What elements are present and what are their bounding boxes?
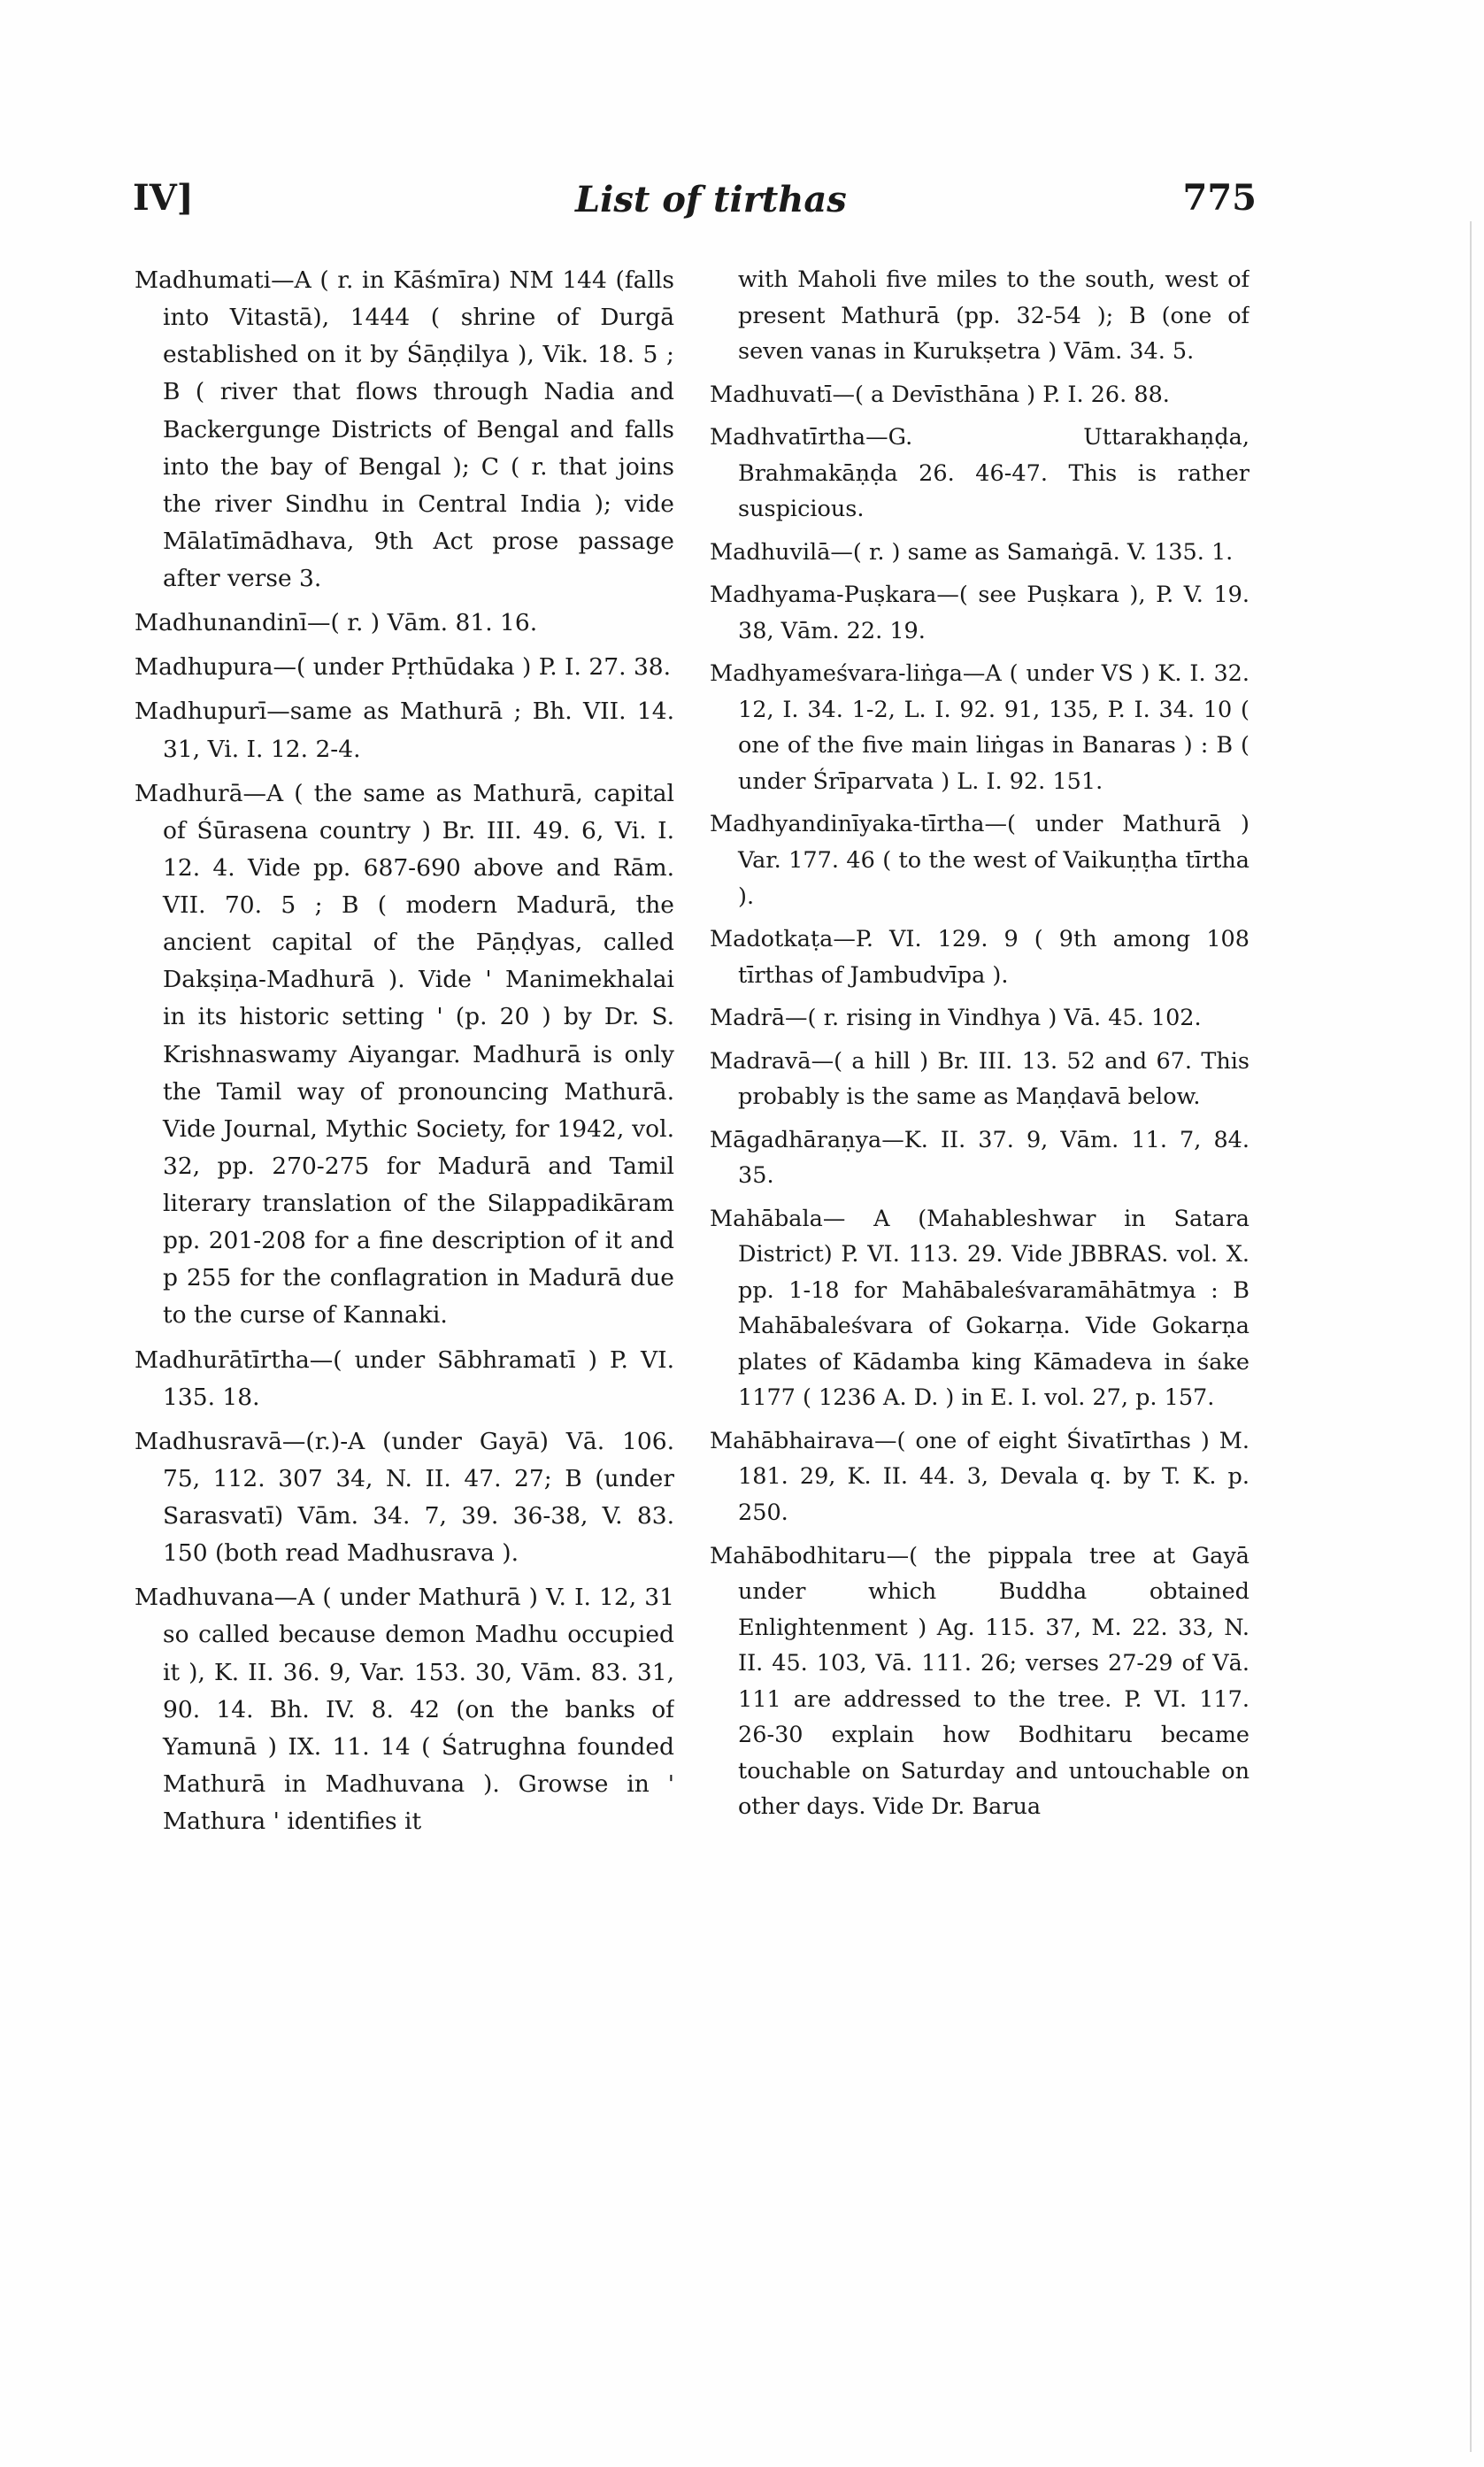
entry-madhupuri: Madhupurī—same as Mathurā ; Bh. VII. 14. 31, Vi. I. 12. 2-4. [135, 698, 674, 763]
entry-madhuvati: Madhuvatī—( a Devīsthāna ) P. I. 26. 88. [710, 381, 1170, 408]
section-marker: IV] [133, 177, 194, 219]
entry-madhusrava: Madhusravā—(r.)-A (under Gayā) Vā. 106. 75, 112. 307 34, N. II. 47. 27; B (under Sarasvatī) Vām. 34. 7, 39. 36-38, V. 83. 150 (both read Madhusrava ). [135, 1427, 674, 1568]
page-header [133, 177, 1257, 230]
entry-madhumati: Madhumati—A ( r. in Kāśmīra) NM 144 (falls into Vitastā), 1444 ( shrine of Durgā established on it by Śāṇḍilya ), Vik. 18. 5 ; B ( river that flows through Nadia and Backergunge Districts of Bengal and falls into the bay of Bengal ); C ( r. that joins the river Sindhu in Central India ); vide Mālatīmādhava, 9th Act prose passage after verse 3. [135, 266, 674, 592]
left-column [135, 262, 674, 2422]
entry-madhuvila: Madhuvilā—( r. ) same as Samaṅgā. V. 135. 1. [710, 538, 1234, 566]
right-column [710, 262, 1249, 2422]
entry-madhunandini: Madhunandinī—( r. ) Vām. 81. 16. [135, 609, 538, 637]
running-title: List of tirthas [575, 179, 847, 220]
entry-madhyama-puskara: Madhyama-Puṣkara—( see Puṣkara ), P. V. 19. 38, Vām. 22. 19. [710, 582, 1249, 644]
entry-mahabhairava: Mahābhairava—( one of eight Śivatīrthas ) M. 181. 29, K. II. 44. 3, Devala q. by T. K. p. 250. [710, 1427, 1249, 1526]
page-number: 775 [1182, 177, 1257, 219]
binding-edge-line [1470, 221, 1472, 2452]
entry-madhuratirtha: Madhurātīrtha—( under Sābhramatī ) P. VI. 135. 18. [135, 1345, 674, 1411]
entry-madhupura: Madhupura—( under Pṛthūdaka ) P. I. 27. 38. [135, 653, 672, 682]
entry-madotkata: Madotkaṭa—P. VI. 129. 9 ( 9th among 108 tīrthas of Jambudvīpa ). [710, 926, 1249, 989]
entry-mahabodhitaru: Mahābodhitaru—( the pippala tree at Gayā under which Buddha obtained Enlightenment ) Ag. 115. 37, M. 22. 33, N. II. 45. 103, Vā. 111. 26; verses 27-29 of Vā. 111 are addressed to the tree. P. VI. 117. 26-30 explain how Bodhitaru became touchable on Saturday and untouchable on other days. Vide Dr. Barua [710, 1542, 1249, 1821]
entry-madhyamesvara-linga: Madhyameśvara-liṅga—A ( under VS ) K. I. 32. 12, I. 34. 1-2, L. I. 92. 91, 135, P. I. 34. 10 ( one of the five main liṅgas in Banaras ) : B ( under Śrīparvata ) L. I. 92. 151. [710, 660, 1249, 795]
entry-madhuvana: Madhuvana—A ( under Mathurā ) V. I. 12, 31 so called because demon Madhu occupied it ), K. II. 36. 9, Var. 153. 30, Vām. 83. 31, 90. 14. Bh. IV. 8. 42 (on the banks of Yamunā ) IX. 11. 14 ( Śatrughna founded Mathurā in Madhuvana ). Growse in ' Mathura ' identifies it [135, 1584, 674, 1835]
entry-madhuvana-continued: with Maholi five miles to the south, west of present Mathurā (pp. 32-54 ); B (one of seven vanas in Kurukṣetra ) Vām. 34. 5. [738, 266, 1249, 366]
entry-madhura: Madhurā—A ( the same as Mathurā, capital of Śūrasena country ) Br. III. 49. 6, Vi. I. 12. 4. Vide pp. 687-690 above and Rām. VII. 70. 5 ; B ( modern Madurā, the ancient capital of the Pāṇḍyas, called Dakṣiṇa-Madhurā ). Vide ' Manimekhalai in its historic setting ' (p. 20 ) by Dr. S. Krishnaswamy Aiyangar. Madhurā is only the Tamil way of pronouncing Mathurā. Vide Journal, Mythic Society, for 1942, vol. 32, pp. 270-275 for Madurā and Tamil literary translation of the Silappadikāram pp. 201-208 for a fine description of it and p 255 for the conflagration in Madurā due to the curse of Kannaki. [135, 779, 674, 1330]
entry-mahabala: Mahābala— A (Mahableshwar in Satara District) P. VI. 113. 29. Vide JBBRAS. vol. X. pp. 1-18 for Mahābaleśvaramāhātmya : B Mahābaleśvara of Gokarṇa. Vide Gokarṇa plates of Kādamba king Kāmadeva in śake 1177 ( 1236 A. D. ) in E. I. vol. 27, p. 157. [710, 1205, 1249, 1412]
entry-magadharanya: Māgadhāraṇya—K. II. 37. 9, Vām. 11. 7, 84. 35. [710, 1126, 1249, 1190]
entry-madhyandiniyaka-tirtha: Madhyandinīyaka-tīrtha—( under Mathurā ) Var. 177. 46 ( to the west of Vaikuṇṭha tīrtha ). [710, 811, 1249, 910]
entry-madrava: Madravā—( a hill ) Br. III. 13. 52 and 67. This probably is the same as Maṇḍavā below. [710, 1047, 1249, 1111]
entry-madra: Madrā—( r. rising in Vindhya ) Vā. 45. 102. [710, 1005, 1202, 1032]
entry-madhvatirtha: Madhvatīrtha—G. Uttarakhaṇḍa, Brahmakāṇḍa 26. 46-47. This is rather suspicious. [710, 424, 1249, 523]
